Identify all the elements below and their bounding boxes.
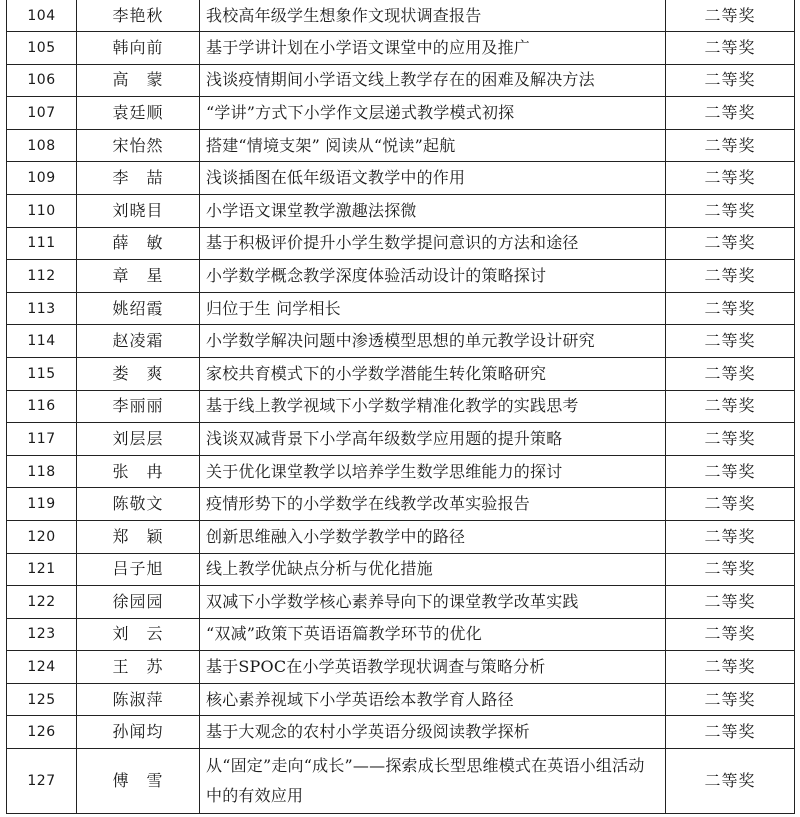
paper-title-cell: 双减下小学数学核心素养导向下的课堂教学改革实践 (200, 586, 666, 619)
award-level-cell: 二等奖 (666, 520, 795, 553)
author-name-cell: 李 喆 (77, 162, 200, 195)
author-name-cell: 陈敬文 (77, 488, 200, 521)
paper-title-cell: 小学数学概念教学深度体验活动设计的策略探讨 (200, 260, 666, 293)
award-level-cell: 二等奖 (666, 390, 795, 423)
serial-number-cell: 126 (7, 716, 77, 749)
table-row (7, 260, 795, 293)
author-name-cell: 傅 雪 (77, 749, 200, 814)
award-level-cell: 二等奖 (666, 129, 795, 162)
table-row (7, 520, 795, 553)
paper-title-cell: “双减”政策下英语语篇教学环节的优化 (200, 618, 666, 651)
serial-number-cell: 125 (7, 683, 77, 716)
serial-number-cell: 112 (7, 260, 77, 293)
award-level-cell: 二等奖 (666, 683, 795, 716)
paper-title-cell: 创新思维融入小学数学教学中的路径 (200, 520, 666, 553)
award-level-cell: 二等奖 (666, 749, 795, 814)
award-level-cell: 二等奖 (666, 97, 795, 130)
table-row (7, 194, 795, 227)
award-level-cell: 二等奖 (666, 0, 795, 32)
author-name-cell: 高 蒙 (77, 64, 200, 97)
paper-title-cell: 浅谈插图在低年级语文教学中的作用 (200, 162, 666, 195)
serial-number-cell: 123 (7, 618, 77, 651)
award-level-cell: 二等奖 (666, 586, 795, 619)
author-name-cell: 孙闻均 (77, 716, 200, 749)
serial-number-cell: 110 (7, 194, 77, 227)
author-name-cell: 刘层层 (77, 423, 200, 456)
paper-title-cell: 浅谈疫情期间小学语文线上教学存在的困难及解决方法 (200, 64, 666, 97)
author-name-cell: 娄 爽 (77, 357, 200, 390)
serial-number-cell: 115 (7, 357, 77, 390)
table-row (7, 325, 795, 358)
serial-number-cell: 119 (7, 488, 77, 521)
table-row (7, 423, 795, 456)
paper-title-cell: 基于大观念的农村小学英语分级阅读教学探析 (200, 716, 666, 749)
paper-title-cell: “学讲”方式下小学作文层递式教学模式初探 (200, 97, 666, 130)
author-name-cell: 刘 云 (77, 618, 200, 651)
award-list-table (6, 0, 795, 814)
table-row (7, 390, 795, 423)
table-row (7, 683, 795, 716)
author-name-cell: 陈淑萍 (77, 683, 200, 716)
award-level-cell: 二等奖 (666, 455, 795, 488)
paper-title-cell: 核心素养视域下小学英语绘本教学育人路径 (200, 683, 666, 716)
paper-title-cell: 家校共育模式下的小学数学潜能生转化策略研究 (200, 357, 666, 390)
paper-title-cell: 搭建“情境支架” 阅读从“悦读”起航 (200, 129, 666, 162)
paper-title-cell: 小学语文课堂教学激趣法探微 (200, 194, 666, 227)
award-level-cell: 二等奖 (666, 227, 795, 260)
serial-number-cell: 107 (7, 97, 77, 130)
serial-number-cell: 120 (7, 520, 77, 553)
serial-number-cell: 117 (7, 423, 77, 456)
table-row (7, 455, 795, 488)
award-level-cell: 二等奖 (666, 260, 795, 293)
paper-title-cell: 浅谈双减背景下小学高年级数学应用题的提升策略 (200, 423, 666, 456)
author-name-cell: 郑 颖 (77, 520, 200, 553)
serial-number-cell: 109 (7, 162, 77, 195)
author-name-cell: 徐园园 (77, 586, 200, 619)
author-name-cell: 王 苏 (77, 651, 200, 684)
award-level-cell: 二等奖 (666, 357, 795, 390)
paper-title-cell: 从“固定”走向“成长”——探索成长型思维模式在英语小组活动中的有效应用 (200, 749, 666, 814)
table-row (7, 32, 795, 65)
serial-number-cell: 104 (7, 0, 77, 32)
award-list-body (7, 0, 795, 814)
serial-number-cell: 114 (7, 325, 77, 358)
serial-number-cell: 124 (7, 651, 77, 684)
award-level-cell: 二等奖 (666, 716, 795, 749)
table-row (7, 0, 795, 32)
table-row (7, 292, 795, 325)
table-row (7, 64, 795, 97)
table-row (7, 651, 795, 684)
table-row (7, 586, 795, 619)
table-row (7, 553, 795, 586)
table-row (7, 716, 795, 749)
serial-number-cell: 111 (7, 227, 77, 260)
paper-title-cell: 基于积极评价提升小学生数学提问意识的方法和途径 (200, 227, 666, 260)
table-row (7, 129, 795, 162)
serial-number-cell: 105 (7, 32, 77, 65)
serial-number-cell: 122 (7, 586, 77, 619)
paper-title-cell: 疫情形势下的小学数学在线教学改革实验报告 (200, 488, 666, 521)
serial-number-cell: 106 (7, 64, 77, 97)
table-row (7, 162, 795, 195)
author-name-cell: 宋怡然 (77, 129, 200, 162)
serial-number-cell: 127 (7, 749, 77, 814)
serial-number-cell: 121 (7, 553, 77, 586)
author-name-cell: 袁廷顺 (77, 97, 200, 130)
author-name-cell: 李丽丽 (77, 390, 200, 423)
table-row (7, 227, 795, 260)
paper-title-cell: 基于线上教学视域下小学数学精准化教学的实践思考 (200, 390, 666, 423)
table-row (7, 488, 795, 521)
table-row (7, 618, 795, 651)
author-name-cell: 姚绍霞 (77, 292, 200, 325)
award-level-cell: 二等奖 (666, 64, 795, 97)
award-level-cell: 二等奖 (666, 32, 795, 65)
award-level-cell: 二等奖 (666, 488, 795, 521)
award-level-cell: 二等奖 (666, 423, 795, 456)
author-name-cell: 张 冉 (77, 455, 200, 488)
author-name-cell: 章 星 (77, 260, 200, 293)
table-row (7, 749, 795, 814)
paper-title-cell: 关于优化课堂教学以培养学生数学思维能力的探讨 (200, 455, 666, 488)
paper-title-cell: 我校高年级学生想象作文现状调查报告 (200, 0, 666, 32)
author-name-cell: 吕子旭 (77, 553, 200, 586)
serial-number-cell: 108 (7, 129, 77, 162)
award-level-cell: 二等奖 (666, 292, 795, 325)
author-name-cell: 刘晓目 (77, 194, 200, 227)
award-level-cell: 二等奖 (666, 651, 795, 684)
paper-title-cell: 基于SPOC在小学英语教学现状调查与策略分析 (200, 651, 666, 684)
award-level-cell: 二等奖 (666, 553, 795, 586)
award-level-cell: 二等奖 (666, 194, 795, 227)
table-row (7, 97, 795, 130)
serial-number-cell: 116 (7, 390, 77, 423)
author-name-cell: 赵凌霜 (77, 325, 200, 358)
paper-title-cell: 线上教学优缺点分析与优化措施 (200, 553, 666, 586)
award-level-cell: 二等奖 (666, 325, 795, 358)
paper-title-cell: 小学数学解决问题中渗透模型思想的单元教学设计研究 (200, 325, 666, 358)
award-level-cell: 二等奖 (666, 162, 795, 195)
table-row (7, 357, 795, 390)
author-name-cell: 薛 敏 (77, 227, 200, 260)
author-name-cell: 韩向前 (77, 32, 200, 65)
paper-title-cell: 基于学讲计划在小学语文课堂中的应用及推广 (200, 32, 666, 65)
paper-title-cell: 归位于生 问学相长 (200, 292, 666, 325)
serial-number-cell: 118 (7, 455, 77, 488)
author-name-cell: 李艳秋 (77, 0, 200, 32)
award-level-cell: 二等奖 (666, 618, 795, 651)
serial-number-cell: 113 (7, 292, 77, 325)
